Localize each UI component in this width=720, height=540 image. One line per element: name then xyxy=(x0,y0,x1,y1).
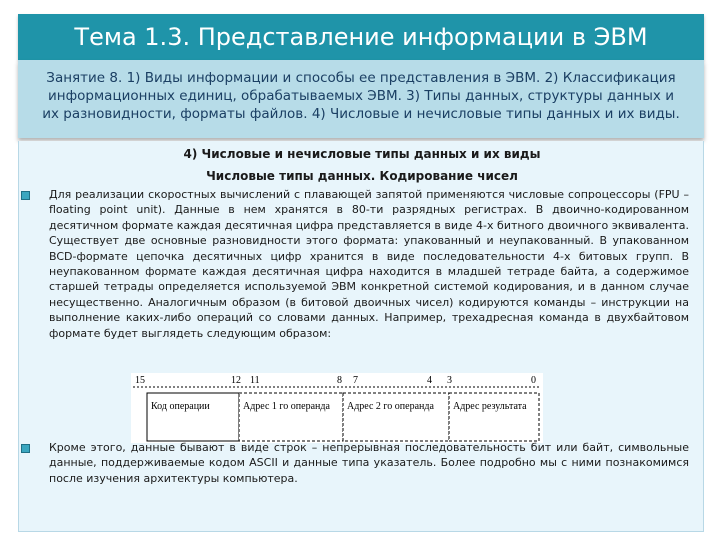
bit-label: 7 xyxy=(353,375,358,386)
slide xyxy=(18,14,704,532)
field-label: Адрес результата xyxy=(453,401,527,412)
instruction-format-svg xyxy=(131,373,543,443)
instruction-format-diagram xyxy=(131,373,543,443)
bit-label: 8 xyxy=(337,375,342,386)
bit-label: 3 xyxy=(447,375,452,386)
bit-label: 12 xyxy=(231,375,241,386)
bullet-icon xyxy=(21,444,30,453)
bit-label: 0 xyxy=(531,375,536,386)
bullet-icon xyxy=(21,191,30,200)
bit-label: 11 xyxy=(250,375,260,386)
field-label: Адрес 1 го операнда xyxy=(243,401,330,412)
bit-label: 15 xyxy=(135,375,145,386)
paragraph-2: Кроме этого, данные бывают в виде строк – непрерывная последовательность бит или байт, символьные данные, поддерживаемые кодом ASCII и данные типа указатель. Более подробно мы с ними познакомимся после изучения архитектуры компьютера. xyxy=(49,441,689,485)
section-heading: 4) Числовые и нечисловые типы данных и их виды xyxy=(183,147,541,161)
lesson-subtitle: Занятие 8. 1) Виды информации и способы ее представления в ЭВМ. 2) Классификация информационных единиц, обрабатываемых ЭВМ. 3) Типы данных, структуры данных и их разновидности, форматы файлов. 4) Числовые и нечисловые типы данных и их виды. xyxy=(18,60,704,138)
slide-title: Тема 1.3. Представление информации в ЭВМ xyxy=(18,14,704,60)
subsection-heading: Числовые типы данных. Кодирование чисел xyxy=(206,169,518,183)
field-label: Адрес 2 го операнда xyxy=(347,401,434,412)
paragraph-1: Для реализации скоростных вычислений с плавающей запятой применяются числовые сопроцессоры (FPU – floating point unit). Данные в нем хранятся в 80-ти разрядных регистрах. В двоично-кодированном десятичном формате каждая десятичная цифра представляется в виде 4-х битного двоичного эквивалента. Существует две основные разновидности этого формата: упакованный и неупакованный. В упакованном BCD-формате цепочка десятичных цифр хранится в виде последовательности 4-х битовых групп. В неупакованном формате каждая десятичная цифра находится в младшей тетраде байта, а содержимое старшей тетрады определяется используемой ЭВМ конкретной системой кодирования, и в данном случае несущественно. Аналогичным образом (в битовой двоичных чисел) кодируются команды – инструкции на выполнение каких-либо операций со словами данных. Например, трехадресная команда в двухбайтовом формате будет выглядеть следующим образом: xyxy=(49,188,689,340)
field-label: Код операции xyxy=(151,401,210,412)
bit-label: 4 xyxy=(427,375,432,386)
content-box xyxy=(18,141,704,532)
